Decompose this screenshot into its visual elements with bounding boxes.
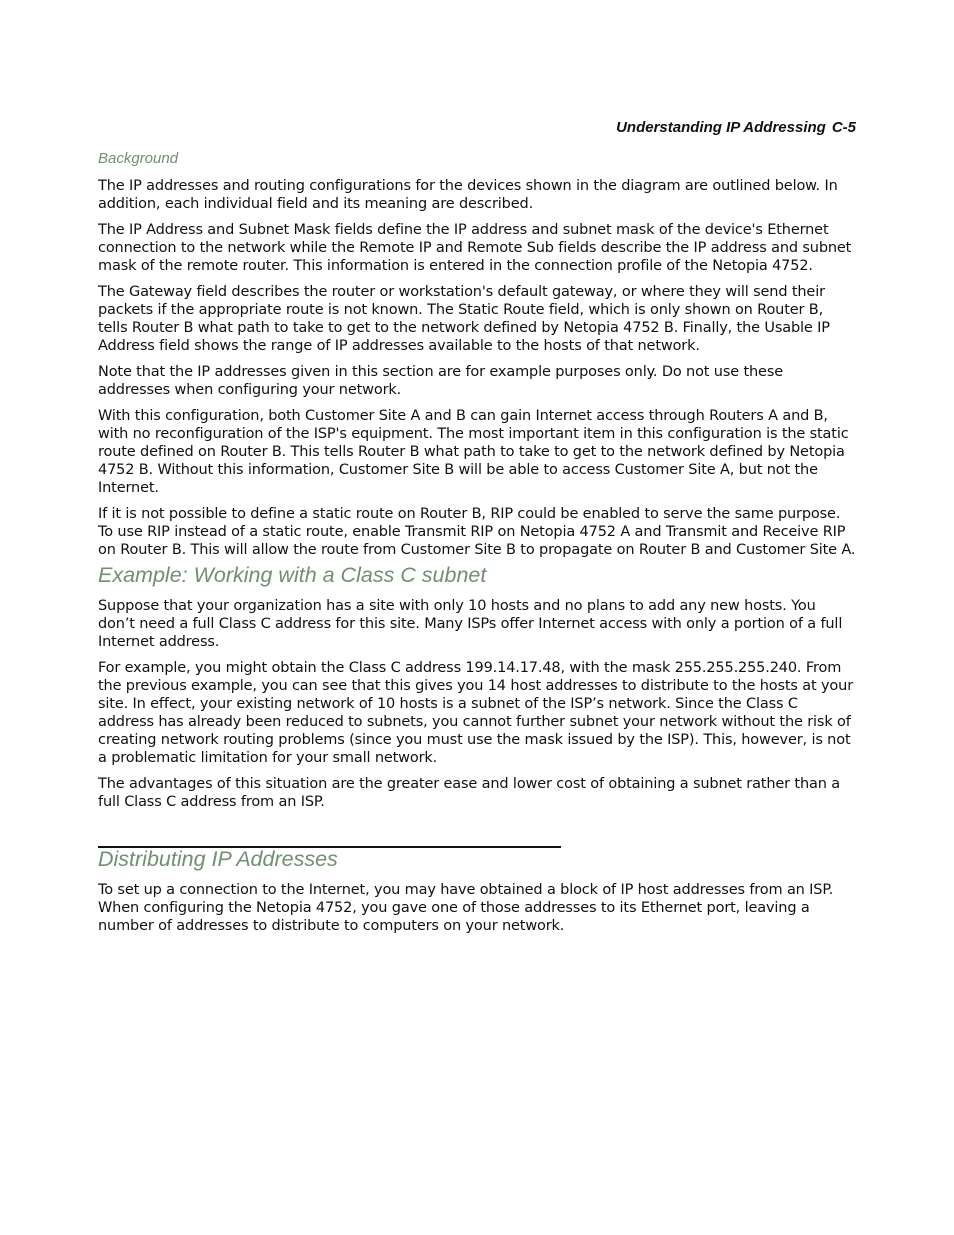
page-number: C-5 [831,119,856,136]
paragraph: Suppose that your organization has a site with only 10 hosts and no plans to add any new hosts. You don’t need a full Class C address for this site. Many ISPs offer Internet access with only a portion of a full Internet address. [98,598,843,650]
example-section [98,563,856,819]
distributing-section [98,847,856,943]
paragraph: With this configuration, both Customer Site A and B can gain Internet access through Routers A and B, with no reconfiguration of the ISP's equipment. The most important item in this configuration is the static route defined on Router B. This tells Router B what path to take to get to the network defined by Netopia 4752 B. Without this information, Customer Site B will be able to access Customer Site A, but not the Internet. [98,408,849,496]
paragraph: The Gateway field describes the router or workstation's default gateway, or where they will send their packets if the appropriate route is not known. The Static Route field, which is only shown on Router B, tells Router B what path to take to get to the network defined by Netopia 4752 B. Finally, the Usable IP Address field shows the range of IP addresses available to the hosts of that network. [98,284,830,354]
background-subhead: Background [98,150,179,167]
paragraph: To set up a connection to the Internet, you may have obtained a block of IP host addresses from an ISP. When configuring the Netopia 4752, you gave one of those addresses to its Ethernet port, leaving a number of addresses to distribute to computers on your network. [98,882,834,934]
paragraph: Note that the IP addresses given in this section are for example purposes only. Do not use these addresses when configuring your network. [98,364,783,398]
paragraph: If it is not possible to define a static route on Router B, RIP could be enabled to serve the same purpose. To use RIP instead of a static route, enable Transmit RIP on Netopia 4752 A and Transmit and Receive RIP on Router B. This will allow the route from Customer Site B to propagate on Router B and Customer Site A. [98,506,856,558]
section-title-distributing: Distributing IP Addresses [98,847,338,871]
background-section [98,177,856,567]
paragraph: The IP Address and Subnet Mask fields define the IP address and subnet mask of the device's Ethernet connection to the network while the Remote IP and Remote Sub fields describe the IP address and subnet mask of the remote router. This information is entered in the connection profile of the Netopia 4752. [98,222,852,274]
running-header [616,119,856,136]
running-title: Understanding IP Addressing [616,119,826,136]
paragraph: The IP addresses and routing configurations for the devices shown in the diagram are outlined below. In addition, each individual field and its meaning are described. [98,178,838,212]
paragraph: For example, you might obtain the Class C address 199.14.17.48, with the mask 255.255.255.240. From the previous example, you can see that this gives you 14 host addresses to distribute to the hosts at your site. In effect, your existing network of 10 hosts is a subnet of the ISP’s network. Since the Class C address has already been reduced to subnets, you cannot further subnet your network without the risk of creating network routing problems (since you must use the mask issued by the ISP). This, however, is not a problematic limitation for your small network. [98,660,854,766]
section-title-example: Example: Working with a Class C subnet [98,563,487,587]
paragraph: The advantages of this situation are the greater ease and lower cost of obtaining a subnet rather than a full Class C address from an ISP. [98,776,840,810]
